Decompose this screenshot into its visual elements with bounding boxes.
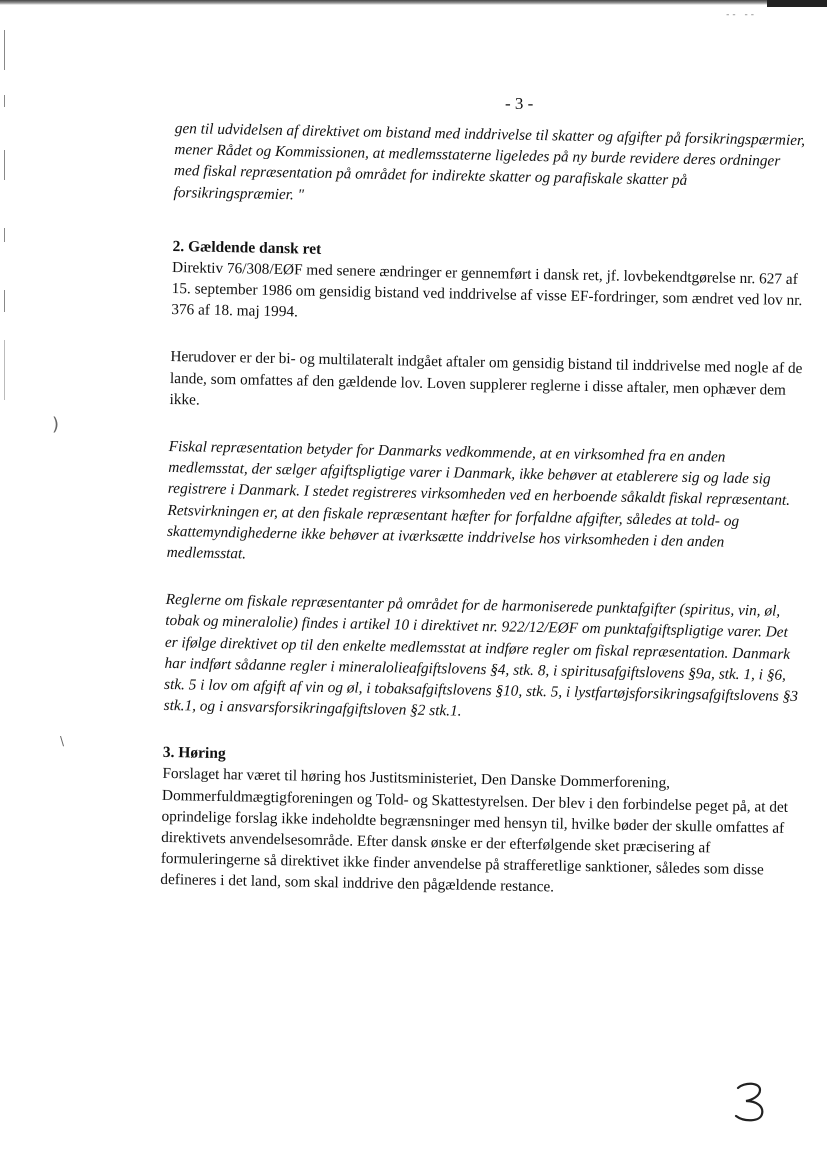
margin-mark: [4, 30, 5, 70]
margin-mark: [4, 340, 5, 400]
page-number: - 3 -: [505, 94, 534, 113]
section-2-paragraph-2: Herudover er der bi- og multilateralt indgået aftaler om gensidig bistand til inddrivelse med nogle af de lande, som omfattes af den gældende lov. Loven supplerer reglerne i disse aftaler, men ophæver dem ikke.: [169, 348, 803, 409]
margin-mark: [4, 290, 5, 312]
margin-mark: [4, 228, 5, 242]
margin-paren: ): [52, 414, 60, 435]
margin-tick: \: [60, 734, 65, 748]
scan-top-right-edge: [767, 0, 827, 7]
scan-top-edge: [0, 0, 827, 5]
corner-mark: -- --: [726, 10, 757, 20]
fiscal-representation-paragraph: Fiskal repræsentation betyder for Danmarks vedkommende, at en virksomhed fra en anden medlemsstat, der sælger afgiftspligtige varer i Danmark, ikke behøver at etablerere sig og lade sig registrere i Danmark. I stedet registreres virksomheden ved en herboende såkaldt fiskal repræsentant. Retsvirkningen er, at den fiskale repræsentant hæfter for forfaldne afgifter, således at told- og skattemyndighederne ikke behøver at iværksætte inddrivelse hos virksomheden i den anden medlemsstat.: [166, 437, 791, 563]
margin-mark: [4, 150, 5, 180]
document-body: [160, 118, 810, 903]
margin-mark: [4, 95, 5, 107]
section-3-paragraph: Forslaget har været til høring hos Justitsministeriet, Den Danske Dommerforening, Dommerfuldmægtigforeningen og Told- og Skattestyrelsen. Der blev i den forbindelse peget på, at det oprindelige forslag ikke indeholdte begrænsninger med hensyn til, hvilke bøder der skulle omfattes af direktivets anvendelsesområde. Efter dansk ønske er der efterfølgende sket præcisering af formuleringerne så direktivet ikke finder anvendelse på strafferetlige sanktioner, således som disse defineres i det land, som skal inddrive den pågældende restance.: [160, 765, 789, 896]
section-2-paragraph-1: Direktiv 76/308/EØF med senere ændringer er gennemført i dansk ret, jf. lovbekendtgørelse nr. 627 af 15. september 1986 om gensidig bistand ved inddrivelse af visse EF-fordringer, som ændret ved lov nr. 376 af 18. maj 1994.: [171, 258, 803, 321]
section-3-heading: 3. Høring: [162, 744, 226, 763]
intro-quote: gen til udvidelsen af direktivet om bistand med inddrivelse til skatter og afgifter på forsikringspærmier, mener Rådet og Kommissionen, at medlemsstaterne ligeledes på ny burde revidere deres ordninger med fiskal repræsentation på området for indirekte skatter og parafiskale skatter på forsikringspræmier. ": [173, 119, 806, 204]
section-2-heading: 2. Gældende dansk ret: [172, 237, 322, 258]
handwritten-three-drawing: [730, 1080, 770, 1124]
excise-rules-paragraph: Reglerne om fiskale repræsentanter på området for de harmoniserede punktafgifter (spiritus, vin, øl, tobak og mineralolie) findes i artikel 10 i direktivet nr. 922/12/EØF om punktafgiftspligtige varer. Det er ifølge direktivet op til den enkelte medlemsstat at indføre regler om fiskal repræsentation. Danmark har indført sådanne regler i mineralolieafgiftslovens §4, stk. 8, i spiritusafgiftslovens §9a, stk. 1, i §6, stk. 5 i lov om afgift af vin og øl, i tobaksafgiftslovens §10, stk. 5, i lystfartøjsforsikringsafgiftslovens §3 stk.1, og i ansvarsforsikringafgiftsloven §2 stk.1.: [163, 591, 799, 720]
handwritten-page-number: [730, 1080, 770, 1129]
